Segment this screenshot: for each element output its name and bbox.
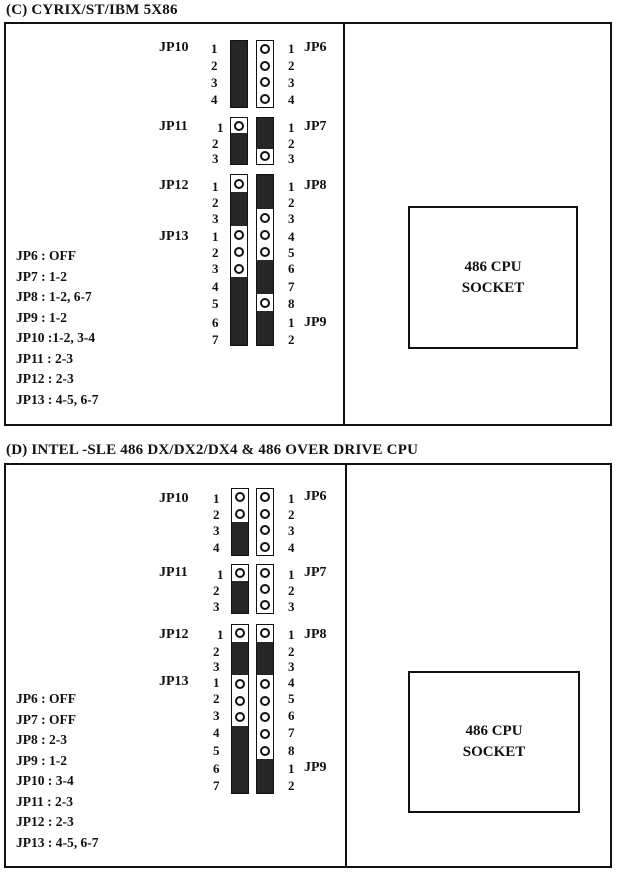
pin-ring-icon	[260, 542, 270, 552]
jumper-cap	[232, 726, 248, 743]
pin-ring-icon	[260, 679, 270, 689]
label-jp11: JP11	[159, 119, 188, 134]
label-jp13: JP13	[159, 229, 189, 244]
label-jp13: JP13	[159, 674, 189, 689]
pin-icon	[257, 709, 273, 726]
pin-ring-icon	[234, 179, 244, 189]
pin-ring-icon	[260, 94, 270, 104]
pin-ring-icon	[260, 696, 270, 706]
pin-ring-icon	[234, 121, 244, 131]
label-jp9: JP9	[304, 315, 327, 330]
pin-num: 1	[212, 179, 219, 194]
pin-ring-icon	[235, 568, 245, 578]
setting-jp6: JP6 : OFF	[16, 691, 76, 706]
pin-icon	[231, 118, 247, 133]
panel-divider	[343, 24, 345, 424]
pin-num: 3	[213, 659, 220, 674]
jumper-cap	[257, 328, 273, 345]
pin-num: 3	[288, 75, 295, 90]
pin-num: 4	[288, 675, 295, 690]
pin-num: 3	[213, 708, 220, 723]
pin-icon	[232, 709, 248, 726]
jumper-cap	[231, 277, 247, 294]
pin-icon	[257, 726, 273, 743]
label-jp7: JP7	[304, 565, 327, 580]
setting-jp10: JP10 : 3-4	[16, 773, 74, 788]
pin-ring-icon	[235, 712, 245, 722]
pin-ring-icon	[260, 584, 270, 594]
jumper-cap	[232, 759, 248, 776]
pin-icon	[257, 625, 273, 642]
section-d-panel	[4, 463, 612, 868]
pin-icon	[231, 175, 247, 192]
pin-ring-icon	[260, 44, 270, 54]
pin-num: 7	[212, 332, 219, 347]
jumper-cap	[231, 41, 247, 58]
pin-icon	[257, 226, 273, 243]
pin-num: 2	[288, 58, 295, 73]
setting-jp13: JP13 : 4-5, 6-7	[16, 834, 99, 850]
pin-num: 2	[212, 245, 219, 260]
pin-num: 1	[217, 567, 224, 582]
pin-num: 1	[288, 627, 295, 642]
section-c-panel	[4, 22, 612, 426]
pin-num: 3	[288, 523, 295, 538]
pin-icon	[232, 675, 248, 692]
label-jp12: JP12	[159, 178, 189, 193]
pin-num: 3	[288, 599, 295, 614]
pin-num: 1	[212, 229, 219, 244]
pin-ring-icon	[260, 729, 270, 739]
setting-jp11: JP11 : 2-3	[16, 350, 73, 366]
jumper-cap	[257, 192, 273, 209]
pin-num: 6	[213, 761, 220, 776]
pin-icon	[257, 581, 273, 597]
jumper-header-column	[256, 624, 274, 794]
pin-icon	[231, 243, 247, 260]
jumper-cap	[232, 539, 248, 556]
pin-num: 4	[213, 540, 220, 555]
jumper-header-column	[231, 488, 249, 556]
setting-jp8: JP8 : 2-3	[16, 732, 67, 747]
pin-icon	[257, 539, 273, 556]
setting-jp8: JP8 : 1-2, 6-7	[16, 289, 92, 304]
pin-num: 3	[212, 211, 219, 226]
setting-jp13: JP13 : 4-5, 6-7	[16, 391, 99, 407]
setting-jp10: JP10 :1-2, 3-4	[16, 330, 96, 345]
jumper-cap	[232, 743, 248, 760]
pin-num: 1	[217, 120, 224, 135]
label-jp10: JP10	[159, 491, 189, 506]
pin-icon	[232, 625, 248, 642]
pin-num: 3	[288, 211, 295, 226]
pin-ring-icon	[260, 61, 270, 71]
jumper-header-column	[230, 40, 248, 108]
pin-num: 1	[213, 675, 220, 690]
jumper-cap	[257, 175, 273, 192]
pin-icon	[257, 209, 273, 226]
jumper-cap	[257, 776, 273, 793]
pin-num: 5	[288, 245, 295, 260]
pin-num: 3	[288, 659, 295, 674]
label-jp6: JP6	[304, 40, 327, 55]
jumper-cap	[232, 597, 248, 613]
pin-num: 3	[213, 523, 220, 538]
pin-num: 2	[212, 195, 219, 210]
jumper-header-column	[256, 174, 274, 346]
pin-ring-icon	[235, 696, 245, 706]
label-jp8: JP8	[304, 627, 327, 642]
pin-ring-icon	[260, 509, 270, 519]
jumper-cap	[257, 277, 273, 294]
pin-ring-icon	[260, 568, 270, 578]
section-c-heading: (C) CYRIX/ST/IBM 5X86	[6, 2, 178, 18]
pin-num: 4	[211, 92, 218, 107]
setting-jp12: JP12 : 2-3	[16, 814, 74, 829]
jumper-header-column	[231, 624, 249, 794]
pin-num: 6	[288, 708, 295, 723]
pin-num: 5	[212, 296, 219, 311]
pin-num: 3	[213, 599, 220, 614]
jumper-cap	[257, 311, 273, 328]
pin-num: 5	[213, 743, 220, 758]
jumper-cap	[231, 311, 247, 328]
pin-ring-icon	[234, 247, 244, 257]
pin-num: 4	[288, 229, 295, 244]
jumper-cap	[257, 759, 273, 776]
pin-ring-icon	[260, 213, 270, 223]
pin-num: 7	[288, 279, 295, 294]
jumper-cap	[232, 522, 248, 539]
pin-ring-icon	[260, 525, 270, 535]
pin-num: 3	[211, 75, 218, 90]
pin-icon	[231, 226, 247, 243]
pin-num: 6	[212, 315, 219, 330]
pin-icon	[231, 260, 247, 277]
setting-jp12: JP12 : 2-3	[16, 371, 74, 386]
pin-icon	[232, 692, 248, 709]
jumper-header-column	[230, 174, 248, 346]
pin-icon	[257, 74, 273, 91]
pin-ring-icon	[260, 746, 270, 756]
label-jp9: JP9	[304, 760, 327, 775]
pin-icon	[257, 506, 273, 523]
jumper-cap	[231, 149, 247, 164]
pin-num: 3	[212, 151, 219, 166]
jumper-cap	[257, 118, 273, 133]
label-jp12: JP12	[159, 627, 189, 642]
pin-icon	[257, 91, 273, 108]
pin-num: 2	[213, 691, 220, 706]
pin-num: 1	[288, 120, 295, 135]
jumper-cap	[231, 74, 247, 91]
pin-ring-icon	[234, 264, 244, 274]
jumper-settings-list	[16, 246, 98, 410]
pin-num: 4	[288, 92, 295, 107]
pin-num: 7	[288, 725, 295, 740]
pin-num: 2	[211, 58, 218, 73]
pin-ring-icon	[260, 77, 270, 87]
pin-num: 1	[288, 491, 295, 506]
jumper-cap	[231, 192, 247, 209]
socket-label-line2: SOCKET	[462, 744, 526, 760]
jumper-header-column	[230, 117, 248, 165]
pin-num: 2	[288, 332, 295, 347]
jumper-cap	[257, 642, 273, 659]
pin-num: 1	[217, 627, 224, 642]
pin-ring-icon	[235, 628, 245, 638]
jumper-cap	[257, 659, 273, 676]
jumper-cap	[232, 642, 248, 659]
pin-ring-icon	[235, 492, 245, 502]
jumper-cap	[232, 659, 248, 676]
jumper-cap	[231, 91, 247, 108]
setting-jp7: JP7 : OFF	[16, 711, 76, 727]
pin-ring-icon	[235, 679, 245, 689]
pin-num: 2	[213, 583, 220, 598]
pin-num: 5	[288, 691, 295, 706]
pin-num: 2	[288, 778, 295, 793]
socket-label-line1: 486 CPU	[465, 723, 523, 739]
setting-jp7: JP7 : 1-2	[16, 268, 67, 284]
pin-icon	[232, 489, 248, 506]
pin-ring-icon	[260, 628, 270, 638]
pin-num: 2	[288, 507, 295, 522]
socket-label-line2: SOCKET	[461, 279, 525, 296]
pin-ring-icon	[260, 247, 270, 257]
setting-jp6: JP6 : OFF	[16, 248, 76, 263]
pin-icon	[257, 243, 273, 260]
jumper-settings-list	[16, 689, 98, 853]
socket-label-line1: 486 CPU	[464, 258, 522, 275]
cpu-socket	[408, 671, 580, 813]
label-jp6: JP6	[304, 489, 327, 504]
pin-num: 2	[288, 136, 295, 151]
pin-num: 7	[213, 778, 220, 793]
jumper-cap	[232, 581, 248, 597]
label-jp10: JP10	[159, 40, 189, 55]
label-jp7: JP7	[304, 119, 327, 134]
pin-num: 8	[288, 743, 295, 758]
pin-icon	[257, 41, 273, 58]
setting-jp11: JP11 : 2-3	[16, 793, 73, 809]
section-d-heading: (D) INTEL -SLE 486 DX/DX2/DX4 & 486 OVER DRIVE CPU	[6, 442, 419, 458]
pin-num: 4	[212, 279, 219, 294]
pin-icon	[257, 565, 273, 581]
cpu-socket	[408, 206, 578, 349]
jumper-cap	[232, 776, 248, 793]
panel-divider	[345, 465, 347, 866]
setting-jp9: JP9 : 1-2	[16, 309, 67, 325]
pin-icon	[257, 58, 273, 75]
jumper-header-column	[256, 40, 274, 108]
pin-icon	[232, 506, 248, 523]
pin-num: 1	[288, 315, 295, 330]
pin-num: 6	[288, 261, 295, 276]
pin-num: 2	[288, 644, 295, 659]
pin-icon	[257, 692, 273, 709]
pin-ring-icon	[260, 712, 270, 722]
pin-num: 1	[211, 41, 218, 56]
pin-num: 1	[288, 179, 295, 194]
pin-ring-icon	[260, 230, 270, 240]
jumper-header-column	[231, 564, 249, 614]
pin-ring-icon	[260, 492, 270, 502]
pin-icon	[232, 565, 248, 581]
jumper-cap	[231, 294, 247, 311]
pin-icon	[257, 675, 273, 692]
label-jp11: JP11	[159, 565, 188, 580]
jumper-header-column	[256, 564, 274, 614]
jumper-cap	[231, 328, 247, 345]
jumper-header-column	[256, 488, 274, 556]
pin-num: 1	[288, 567, 295, 582]
pin-num: 1	[288, 761, 295, 776]
pin-icon	[257, 522, 273, 539]
setting-jp9: JP9 : 1-2	[16, 752, 67, 768]
pin-num: 2	[288, 195, 295, 210]
pin-num: 4	[213, 725, 220, 740]
pin-num: 4	[288, 540, 295, 555]
pin-icon	[257, 597, 273, 613]
pin-num: 2	[288, 583, 295, 598]
label-jp8: JP8	[304, 178, 327, 193]
pin-ring-icon	[260, 298, 270, 308]
pin-num: 8	[288, 296, 295, 311]
pin-icon	[257, 489, 273, 506]
pin-num: 2	[212, 136, 219, 151]
pin-num: 2	[213, 507, 220, 522]
jumper-cap	[231, 209, 247, 226]
pin-ring-icon	[234, 230, 244, 240]
jumper-cap	[231, 58, 247, 75]
jumper-cap	[231, 133, 247, 148]
jumper-cap	[257, 260, 273, 277]
pin-num: 1	[213, 491, 220, 506]
pin-icon	[257, 294, 273, 311]
pin-ring-icon	[235, 509, 245, 519]
pin-ring-icon	[260, 151, 270, 161]
pin-num: 1	[288, 41, 295, 56]
jumper-header-column	[256, 117, 274, 165]
pin-num: 2	[213, 644, 220, 659]
jumper-cap	[257, 133, 273, 148]
pin-icon	[257, 149, 273, 164]
pin-num: 3	[212, 261, 219, 276]
pin-icon	[257, 743, 273, 760]
pin-ring-icon	[260, 600, 270, 610]
pin-num: 3	[288, 151, 295, 166]
